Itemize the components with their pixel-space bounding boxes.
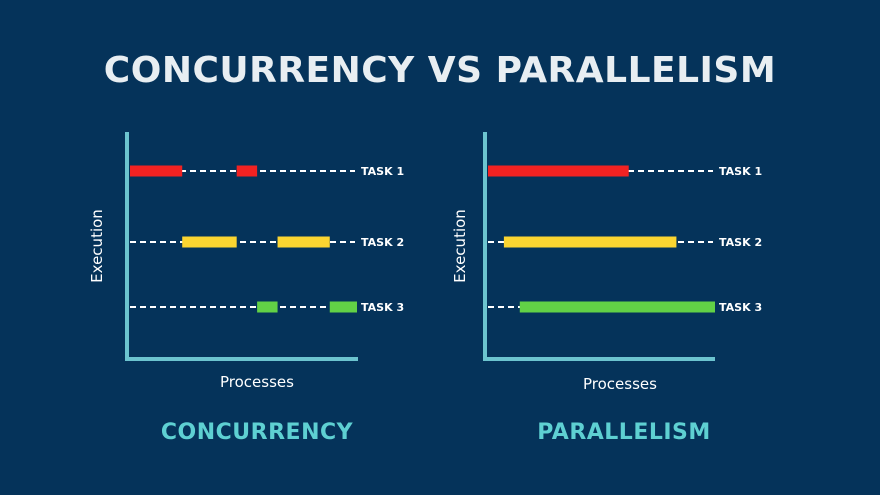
concurrency-panel	[88, 132, 404, 391]
task-1-execution-bar	[130, 166, 182, 177]
task-1-label: TASK 1	[361, 165, 405, 178]
parallelism-caption: PARALLELISM	[537, 420, 711, 445]
task-1-execution-bar	[237, 166, 257, 177]
y-axis-label: Execution	[451, 209, 469, 283]
main-title: CONCURRENCY VS PARALLELISM	[103, 50, 777, 91]
concurrency-caption: CONCURRENCY	[160, 420, 354, 445]
parallelism-panel	[451, 132, 762, 393]
y-axis-label: Execution	[88, 209, 106, 283]
task-2-label: TASK 2	[719, 236, 763, 249]
task-2-label: TASK 2	[361, 236, 405, 249]
task-3-execution-bar	[520, 302, 715, 313]
task-tracks	[488, 165, 762, 314]
task-2-execution-bar	[182, 237, 236, 248]
task-3-label: TASK 3	[719, 301, 763, 314]
task-3-execution-bar	[257, 302, 277, 313]
task-3-label: TASK 3	[361, 301, 405, 314]
task-3-execution-bar	[330, 302, 357, 313]
task-1-execution-bar	[488, 166, 629, 177]
task-tracks	[130, 165, 404, 314]
task-2-execution-bar	[504, 237, 677, 248]
task-1-label: TASK 1	[719, 165, 763, 178]
x-axis-label: Processes	[220, 373, 294, 391]
x-axis-label: Processes	[583, 375, 657, 393]
task-2-execution-bar	[278, 237, 330, 248]
